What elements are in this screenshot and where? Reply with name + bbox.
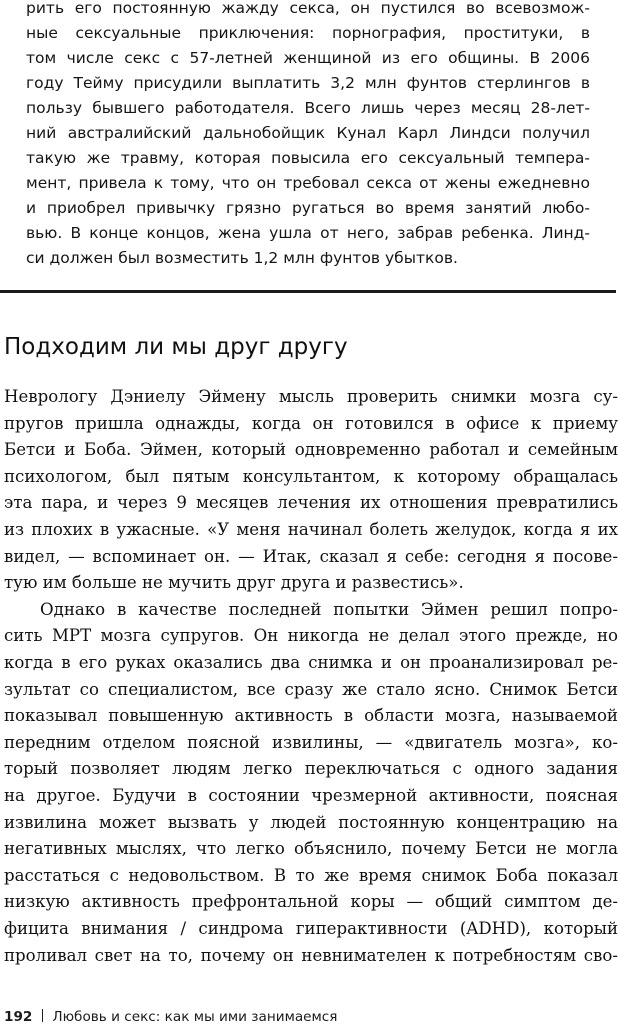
- body-line: проливал свет на то, почему он невнимателен к потребностям сво-: [4, 945, 618, 965]
- body-line: на другое. Будучи в состоянии чрезмерной активности, поясная: [4, 786, 618, 805]
- body-line: фицита внимания / синдрома гиперактивности (ADHD), который: [4, 919, 618, 938]
- body-line: низкую активность префронтальной коры — общий симптом де-: [4, 892, 618, 912]
- body-line: Неврологу Дэниелу Эймену мысль проверить снимки мозга су-: [4, 387, 618, 406]
- footer-separator: [42, 1009, 43, 1022]
- body-line: когда в его руках оказались два снимка и он проанализировал ре-: [4, 653, 618, 672]
- body-line: сить МРТ мозга супругов. Он никогда не делал этого прежде, но: [4, 626, 618, 646]
- body-line: Однако в качестве последней попытки Эймен решил попро-: [40, 599, 618, 619]
- body-line: тую им больше не мучить друг друга и развестись».: [4, 573, 464, 593]
- sidebar-box: [0, 0, 620, 292]
- sidebar-bottom-rule: [0, 290, 616, 293]
- body-line: расстаться с недовольством. В то же время снимок Боба показал: [4, 865, 618, 885]
- body-line: извилина может вызвать у людей постоянную концентрацию на: [4, 812, 618, 832]
- sidebar-line: году Теймy присудили выплатить 3,2 млн фунтов стерлингов в: [26, 74, 590, 92]
- body-line: видел, — вспоминает он. — Итак, сказал я себе: сегодня я посове-: [4, 546, 618, 566]
- page-number: 192: [4, 1009, 33, 1025]
- body-line: пругов пришла однажды, когда он готовился в офисе к приему: [4, 413, 618, 433]
- sidebar-line: и приобрел привычку грязно ругаться во время занятий любо-: [26, 199, 590, 217]
- sidebar-line: пользу бывшего работодателя. Всего лишь через месяц 28-лет-: [26, 99, 590, 117]
- sidebar-line: си должен был возместить 1,2 млн фунтов убытков.: [26, 249, 458, 267]
- running-footer: [4, 1009, 337, 1025]
- body-line: Бетси и Боба. Эймен, который одновременно работал и семейным: [4, 440, 618, 460]
- sidebar-line: вью. В конце концов, жена ушла от него, забрав ребенка. Линд-: [26, 224, 590, 242]
- sidebar-line: мент, привела к тому, что он требовал секса от жены ежедневно: [26, 174, 590, 192]
- body-line: показывал повышенную активность в области мозга, называемой: [4, 706, 618, 726]
- sidebar-line: ний австралийский дальнобойщик Кунал Карл Линдси получил: [26, 124, 590, 142]
- body-line: психологом, был пятым консультантом, к которому обращалась: [4, 466, 618, 486]
- section-heading: Подходим ли мы друг другу: [4, 334, 348, 360]
- sidebar-line: рить его постоянную жажду секса, он пустился во всевозмож-: [26, 0, 590, 17]
- book-title: Любовь и секс: как мы ими занимаемся: [52, 1009, 338, 1025]
- body-line: зультат со специалистом, все сразу же стало ясно. Снимок Бетси: [4, 679, 618, 699]
- body-line: торый позволяет людям легко переключаться с одного задания: [4, 759, 618, 779]
- sidebar-line: ные сексуальные приключения: порнография, проституки, в: [26, 24, 590, 42]
- body-line: эта пара, и через 9 месяцев лечения их отношения превратились: [4, 493, 618, 513]
- sidebar-line: такую же травму, которая повысила его сексуальный темпера-: [26, 149, 590, 167]
- body-line: из плохих в ужасные. «У меня начинал болеть желудок, когда я их: [4, 520, 618, 539]
- body-line: негативных мыслях, что легко объяснило, почему Бетси не могла: [4, 839, 618, 859]
- sidebar-line: том числе секс с 57-летней женщиной из его общины. В 2006: [26, 49, 590, 67]
- body-line: передним отделом поясной извилины, — «двигатель мозга», ко-: [4, 732, 618, 752]
